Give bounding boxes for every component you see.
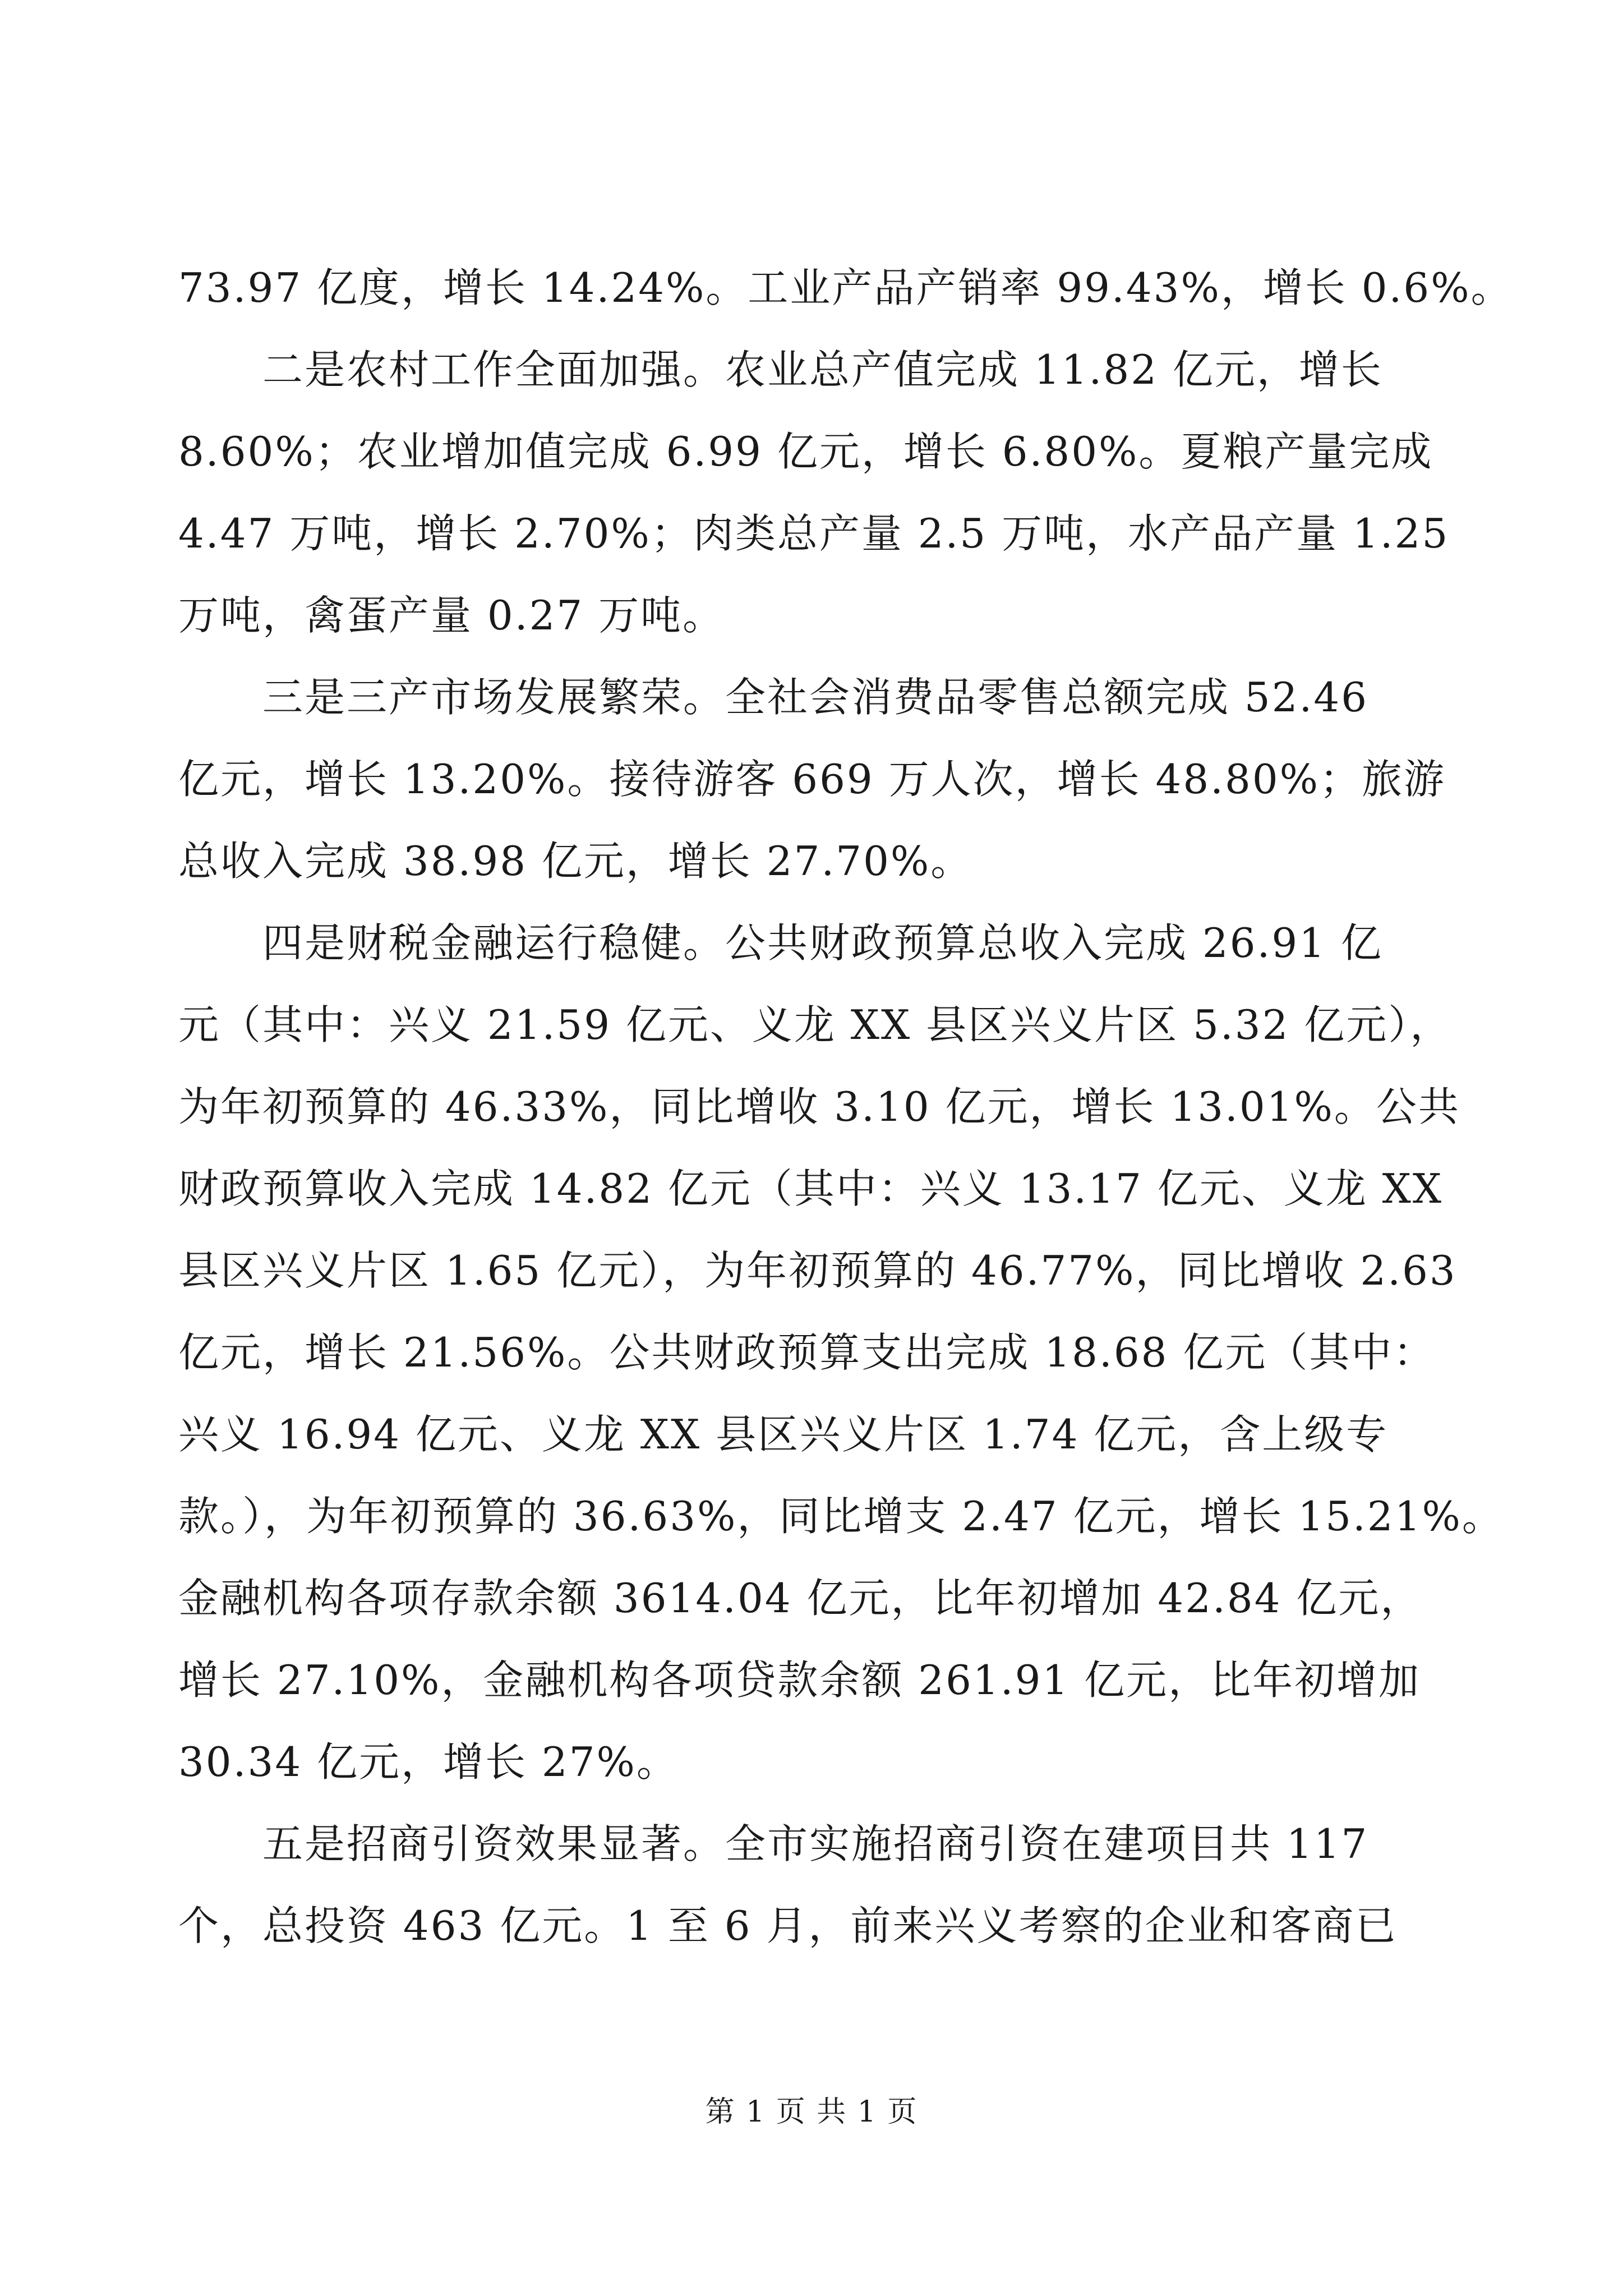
text-line: 总收入完成 38.98 亿元，增长 27.70%。 bbox=[178, 838, 973, 885]
text-line: 30.34 亿元，增长 27%。 bbox=[178, 1738, 679, 1786]
text-line: 金融机构各项存款余额 3614.04 亿元，比年初增加 42.84 亿元， bbox=[178, 1575, 1423, 1622]
text-line: 县区兴义片区 1.65 亿元），为年初预算的 46.77%，同比增收 2.63 bbox=[178, 1247, 1457, 1294]
text-line: 万吨，禽蛋产量 0.27 万吨。 bbox=[178, 592, 725, 639]
text-line: 元（其中：兴义 21.59 亿元、义龙 XX 县区兴义片区 5.32 亿元）， bbox=[178, 1001, 1453, 1048]
text-line: 亿元，增长 13.20%。接待游客 669 万人次，增长 48.80%；旅游 bbox=[178, 756, 1446, 803]
text-line: 4.47 万吨，增长 2.70%；肉类总产量 2.5 万吨，水产品产量 1.25 bbox=[178, 510, 1450, 557]
text-line: 个，总投资 463 亿元。1 至 6 月，前来兴义考察的企业和客商已 bbox=[178, 1902, 1398, 1949]
text-line: 亿元，增长 21.56%。公共财政预算支出完成 18.68 亿元（其中： bbox=[178, 1329, 1436, 1376]
text-line: 兴义 16.94 亿元、义龙 XX 县区兴义片区 1.74 亿元，含上级专 bbox=[178, 1411, 1389, 1458]
text-line: 五是招商引资效果显著。全市实施招商引资在建项目共 117 bbox=[178, 1820, 1369, 1867]
document-body bbox=[178, 247, 1513, 1967]
text-line: 财政预算收入完成 14.82 亿元（其中：兴义 13.17 亿元、义龙 XX bbox=[178, 1165, 1444, 1212]
text-line: 三是三产市场发展繁荣。全社会消费品零售总额完成 52.46 bbox=[178, 674, 1369, 721]
text-line: 8.60%；农业增加值完成 6.99 亿元，增长 6.80%。夏粮产量完成 bbox=[178, 428, 1433, 475]
text-line: 二是农村工作全面加强。农业总产值完成 11.82 亿元，增长 bbox=[178, 346, 1383, 393]
text-line: 款。），为年初预算的 36.63%，同比增支 2.47 亿元，增长 15.21%。 bbox=[178, 1493, 1504, 1540]
text-line: 四是财税金融运行稳健。公共财政预算总收入完成 26.91 亿 bbox=[178, 919, 1383, 967]
text-line: 73.97 亿度，增长 14.24%。工业产品产销率 99.43%，增长 0.6%。 bbox=[178, 264, 1513, 311]
page-footer: 第 1 页 共 1 页 bbox=[705, 2095, 918, 2129]
text-line: 增长 27.10%，金融机构各项贷款余额 261.91 亿元，比年初增加 bbox=[178, 1657, 1421, 1704]
text-line: 为年初预算的 46.33%，同比增收 3.10 亿元，增长 13.01%。公共 bbox=[178, 1083, 1460, 1130]
